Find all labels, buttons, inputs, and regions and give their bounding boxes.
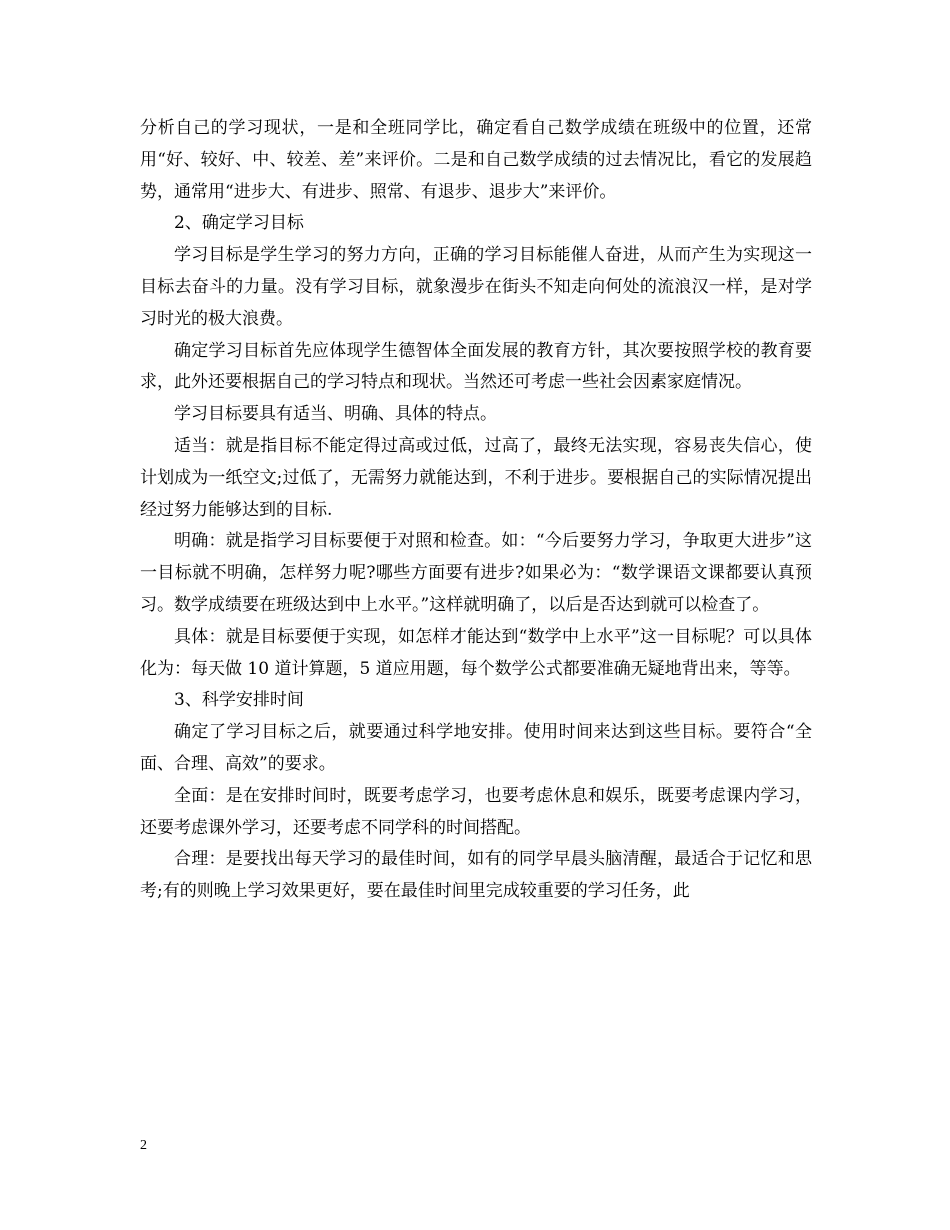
- paragraph-1: 分析自己的学习现状，一是和全班同学比，确定看自己数学成绩在班级中的位置，还常用“好、较好、中、较差、差”来评价。二是和自己数学成绩的过去情况比，看它的发展趋势，通常用“进步大、有进步、照常、有退步、退步大”来评价。: [140, 118, 812, 202]
- paragraph-4: 确定学习目标首先应体现学生德智体全面发展的教育方针，其次要按照学校的教育要求，此外还要根据自己的学习特点和现状。当然还可考虑一些社会因素家庭情况。: [140, 340, 812, 393]
- paragraph-3: 学习目标是学生学习的努力方向，正确的学习目标能催人奋进，从而产生为实现这一目标去奋斗的力量。没有学习目标，就象漫步在街头不知走向何处的流浪汉一样，是对学习时光的极大浪费。: [140, 245, 812, 329]
- page-number: 2: [140, 1138, 147, 1153]
- paragraph-5: 学习目标要具有适当、明确、具体的特点。: [174, 404, 497, 425]
- paragraph-7: 明确：就是指学习目标要便于对照和检查。如：“今后要努力学习，争取更大进步”这一目标就不明确，怎样努力呢?哪些方面要有进步?如果必为：“数学课语文课都要认真预习。数学成绩要在班级达到中上水平。”这样就明确了，以后是否达到就可以检查了。: [140, 531, 812, 615]
- section-heading-3: 3、科学安排时间: [174, 690, 304, 711]
- paragraph-8: 具体：就是目标要便于实现，如怎样才能达到“数学中上水平”这一目标呢？可以具体化为：每天做 10 道计算题，5 道应用题，每个数学公式都要准确无疑地背出来，等等。: [140, 626, 812, 679]
- paragraph-12: 合理：是要找出每天学习的最佳时间，如有的同学早晨头脑清醒，最适合于记忆和思考;有的则晚上学习效果更好，要在最佳时间里完成较重要的学习任务，此: [140, 849, 812, 902]
- paragraph-11: 全面：是在安排时间时，既要考虑学习，也要考虑休息和娱乐，既要考虑课内学习，还要考虑课外学习，还要考虑不同学科的时间搭配。: [140, 785, 812, 838]
- section-heading-2: 2、确定学习目标: [174, 213, 304, 234]
- paragraph-6: 适当：就是指目标不能定得过高或过低，过高了，最终无法实现，容易丧失信心，使计划成为一纸空文;过低了，无需努力就能达到，不利于进步。要根据自己的实际情况提出经过努力能够达到的目标.: [140, 435, 812, 520]
- document-body: [140, 113, 812, 908]
- paragraph-10: 确定了学习目标之后，就要通过科学地安排。使用时间来达到这些目标。要符合“全面、合理、高效”的要求。: [140, 722, 812, 774]
